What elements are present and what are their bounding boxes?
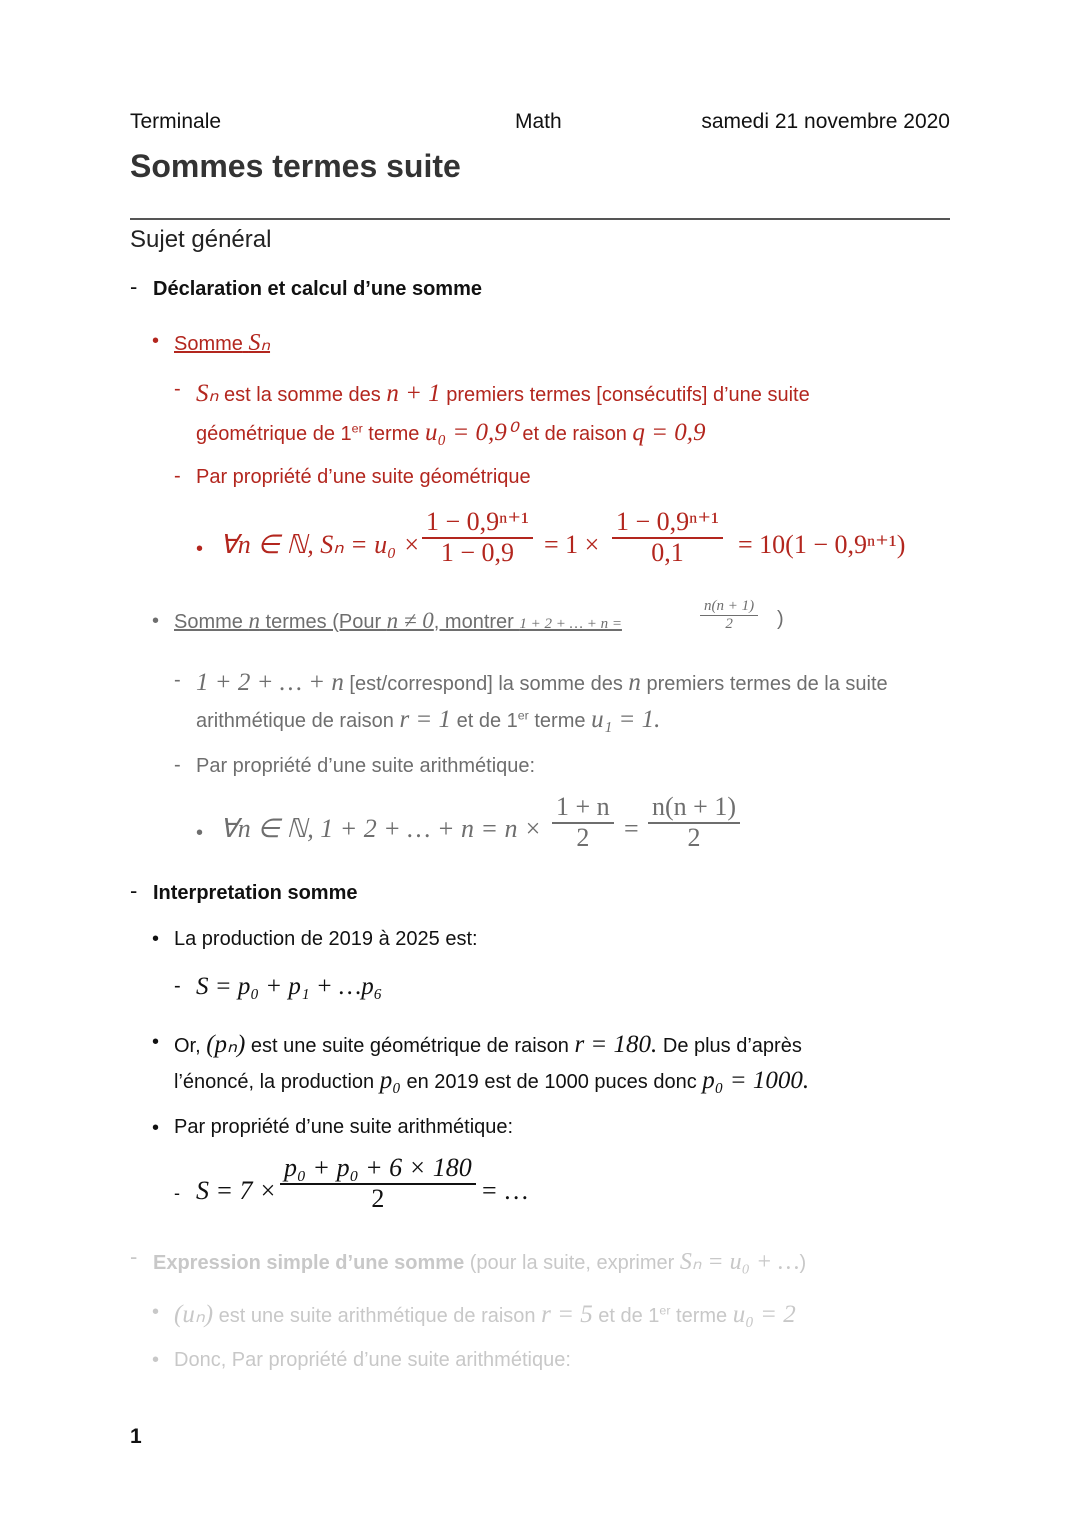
s-formula-right: = … — [482, 1176, 530, 1205]
donc-bullet: Donc, Par propriété d’une suite arithmétique: — [174, 1349, 571, 1371]
sum-expression: S = p₀ + p₁ + …p₆ — [196, 973, 383, 1000]
bullet-somme-n-termes: Somme n termes (Pour n ≠ 0, montrer 1 + 2 + … + n = — [174, 608, 622, 633]
dash-icon: - — [174, 465, 181, 487]
bullet-icon: • — [152, 1031, 160, 1053]
geo-formula-mid: = 1 × — [544, 530, 600, 559]
header-class: Terminale — [130, 110, 222, 133]
dash-icon: - — [174, 754, 181, 776]
bullet-icon: • — [152, 1117, 160, 1139]
dash-icon: - — [174, 669, 181, 691]
heading-interpretation: Interpretation somme — [153, 882, 358, 904]
geo-formula-right: = 10(1 − 0,9ⁿ⁺¹) — [738, 530, 906, 559]
bullet-icon: • — [152, 1301, 160, 1323]
dash-icon: - — [174, 1183, 180, 1203]
dash-icon: - — [174, 378, 181, 400]
heading-expression-simple: Expression simple d’une somme (pour la suite, exprimer Sₙ = u₀ + …) — [153, 1249, 807, 1275]
geo-fraction-2: 1 − 0,9ⁿ⁺¹ 0,1 — [612, 508, 723, 567]
dash-icon: - — [174, 975, 181, 997]
geo-fraction-1: 1 − 0,9ⁿ⁺¹ 1 − 0,9 — [422, 508, 533, 567]
sn-property: Par propriété d’une suite géométrique — [196, 466, 531, 488]
arith-fraction-1: 1 + n 2 — [552, 793, 614, 852]
arith-equals: = — [624, 814, 639, 843]
bullet-icon: • — [152, 928, 160, 950]
page-title: Sommes termes suite — [130, 148, 461, 184]
sn-definition-line1: Sₙ est la somme des n + 1 premiers termes [consécutifs] d’une suite — [196, 380, 810, 407]
heading-declaration: Déclaration et calcul d’une somme — [153, 278, 482, 300]
arith-fraction-2: n(n + 1) 2 — [648, 793, 740, 852]
page-number: 1 — [130, 1425, 142, 1448]
sn-definition-line2: géométrique de 1er terme u₀ = 0,9⁰ et de raison q = 0,9 — [196, 419, 706, 446]
un-definition: (uₙ) est une suite arithmétique de raison r = 5 et de 1er terme u₀ = 2 — [174, 1301, 796, 1328]
geometric-bullet-line1: Or, (pₙ) est une suite géométrique de raison r = 180. De plus d’après — [174, 1031, 802, 1058]
bullet-fraction: n(n + 1) 2 — [700, 598, 758, 632]
dash-bullet-icon: - — [130, 1244, 138, 1269]
s-fraction: p₀ + p₀ + 6 × 180 2 — [280, 1154, 476, 1213]
bullet-icon: • — [152, 330, 160, 352]
bullet-icon: • — [196, 822, 204, 844]
header-date: samedi 21 novembre 2020 — [701, 110, 950, 133]
header-subject: Math — [515, 110, 562, 133]
arithmetic-property-bullet: Par propriété d’une suite arithmétique: — [174, 1116, 514, 1138]
bullet-icon: • — [196, 538, 204, 560]
bullet-icon: • — [152, 610, 160, 632]
title-divider — [130, 218, 950, 220]
arith-definition-line2: arithmétique de raison r = 1 et de 1er terme u₁ = 1. — [196, 706, 661, 733]
section-heading: Sujet général — [130, 226, 272, 253]
s-formula-left: S = 7 × — [196, 1176, 277, 1205]
arith-formula-left: ∀n ∈ ℕ, 1 + 2 + … + n = n × — [220, 814, 542, 843]
production-bullet: La production de 2019 à 2025 est: — [174, 928, 478, 950]
dash-bullet-icon: - — [130, 274, 138, 299]
geometric-bullet-line2: l’énoncé, la production p₀ en 2019 est de 1000 puces donc p₀ = 1000. — [174, 1067, 810, 1094]
bullet-somme-sn: Somme Sₙ — [174, 330, 271, 356]
arith-definition-line1: 1 + 2 + … + n [est/correspond] la somme des n premiers termes de la suite — [196, 669, 888, 696]
bullet-icon: • — [152, 1349, 160, 1371]
dash-bullet-icon: - — [130, 878, 138, 903]
bullet-close-paren: ) — [777, 608, 784, 630]
arith-property: Par propriété d’une suite arithmétique: — [196, 755, 536, 777]
geo-formula-left: ∀n ∈ ℕ, Sₙ = u₀ × — [220, 530, 421, 559]
